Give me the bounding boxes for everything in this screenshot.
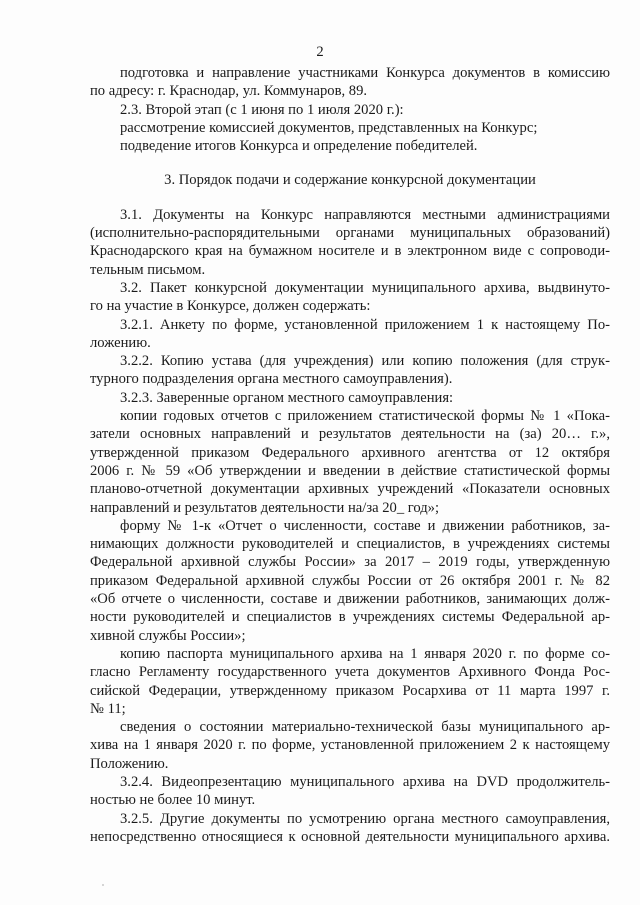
paragraph-s2 (90, 279, 610, 316)
paragraph-s7 (90, 517, 610, 645)
paragraph-p3 (90, 119, 610, 137)
text-line: ности руководителей и специалистов в учреждениях системы Федеральной ар- (90, 609, 610, 626)
paragraph-s5 (90, 389, 610, 407)
text-line: приказом Федеральной архивной службы России от 26 октября 2001 г. № 82 (90, 572, 610, 589)
text-line: «Об отчете о численности, составе и движении работников, занимающих долж- (90, 591, 610, 608)
text-line: Федеральной архивной службы России» за 2017 – 2019 годы, утвержденную (90, 554, 610, 571)
section-heading: 3. Порядок подачи и содержание конкурсной документации (164, 172, 536, 189)
document-body (90, 64, 610, 846)
text-line: Положению. (90, 755, 169, 772)
text-line: тельным письмом. (90, 261, 206, 278)
text-line: 3.2. Пакет конкурсной документации муниципального архива, выдвинуто- (120, 279, 610, 296)
text-line: 3.2.2. Копию устава (для учреждения) или копию положения (для струк- (120, 353, 610, 370)
text-line: хивной службы России»; (90, 627, 246, 644)
text-line: 3.2.1. Анкету по форме, установленной приложением 1 к настоящему По- (120, 316, 610, 333)
text-line: направлений и результатов деятельности на/за 20_ год»; (90, 499, 440, 516)
text-line: подготовка и направление участниками Конкурса документов в комиссию (120, 65, 610, 81)
paragraph-p1 (90, 64, 610, 101)
text-line: непосредственно относящиеся к основной деятельности муниципального архива. (90, 828, 610, 845)
text-line: ложению. (90, 334, 151, 351)
text-line: затели основных направлений и результатов деятельности на (за) 20… г.», (90, 426, 610, 443)
text-line: сведения о состоянии материально-технической базы муниципального ар- (120, 719, 610, 736)
intro-paragraphs (90, 64, 610, 155)
text-line: сийской Федерации, утвержденному приказом Росархива от 11 марта 1997 г. (90, 682, 610, 699)
text-line: № 11; (90, 700, 126, 717)
text-line: (исполнительно-распорядительными органами муниципальных образований) (90, 225, 610, 242)
text-line: копию паспорта муниципального архива на 1 января 2020 г. по форме со- (120, 645, 610, 662)
paragraph-s6 (90, 407, 610, 517)
paragraph-s11 (90, 810, 610, 847)
paragraph-s3 (90, 316, 610, 353)
text-line: ностью не более 10 минут. (90, 792, 256, 809)
text-line: 3.2.4. Видеопрезентацию муниципального архива на DVD продолжитель- (120, 773, 610, 790)
section-paragraphs (90, 206, 610, 846)
text-line: копии годовых отчетов с приложением статистической формы № 1 «Пока- (120, 408, 610, 425)
text-line: форму № 1-к «Отчет о численности, составе и движении работников, за- (120, 517, 610, 534)
text-line: 2006 г. № 59 «Об утверждении и введении в действие статистической формы (90, 462, 610, 479)
text-line: Краснодарского края на бумажном носителе и в электронном виде с сопроводи- (90, 243, 610, 260)
paragraph-s8 (90, 645, 610, 718)
text-line: 3.2.5. Другие документы по усмотрению органа местного самоуправления, (120, 810, 610, 827)
scan-speck (102, 884, 104, 886)
paragraph-p2 (90, 101, 610, 119)
page-number: 2 (316, 44, 324, 60)
text-line: 3.2.3. Заверенные органом местного самоуправления: (120, 389, 454, 406)
paragraph-s9 (90, 718, 610, 773)
text-line: рассмотрение комиссией документов, представленных на Конкурс; (120, 119, 538, 136)
text-line: планово-отчетной документации архивных учреждений «Показатели основных (90, 481, 610, 498)
text-line: 3.1. Документы на Конкурс направляются местными администрациями (120, 206, 610, 223)
text-line: 2.3. Второй этап (с 1 июня по 1 июля 2020 г.): (120, 101, 404, 118)
text-line: го на участие в Конкурсе, должен содержать: (90, 298, 371, 315)
text-line: гласно Регламенту государственного учета документов Архивного Фонда Рос- (90, 664, 610, 681)
text-line: утвержденной приказом Федерального архивного агентства от 12 октября (90, 444, 610, 461)
paragraph-s4 (90, 352, 610, 389)
paragraph-s1 (90, 206, 610, 279)
text-line: турного подразделения органа местного самоуправления). (90, 371, 453, 388)
paragraph-p4 (90, 137, 610, 155)
paragraph-s10 (90, 773, 610, 810)
text-line: нимающих должности руководителей и специалистов, в учреждениях системы (90, 536, 610, 553)
text-line: по адресу: г. Краснодар, ул. Коммунаров, 89. (90, 83, 368, 100)
text-line: подведение итогов Конкурса и определение победителей. (120, 138, 478, 155)
text-line: хива на 1 января 2020 г. по форме, установленной приложением 2 к настоящему (90, 737, 610, 754)
